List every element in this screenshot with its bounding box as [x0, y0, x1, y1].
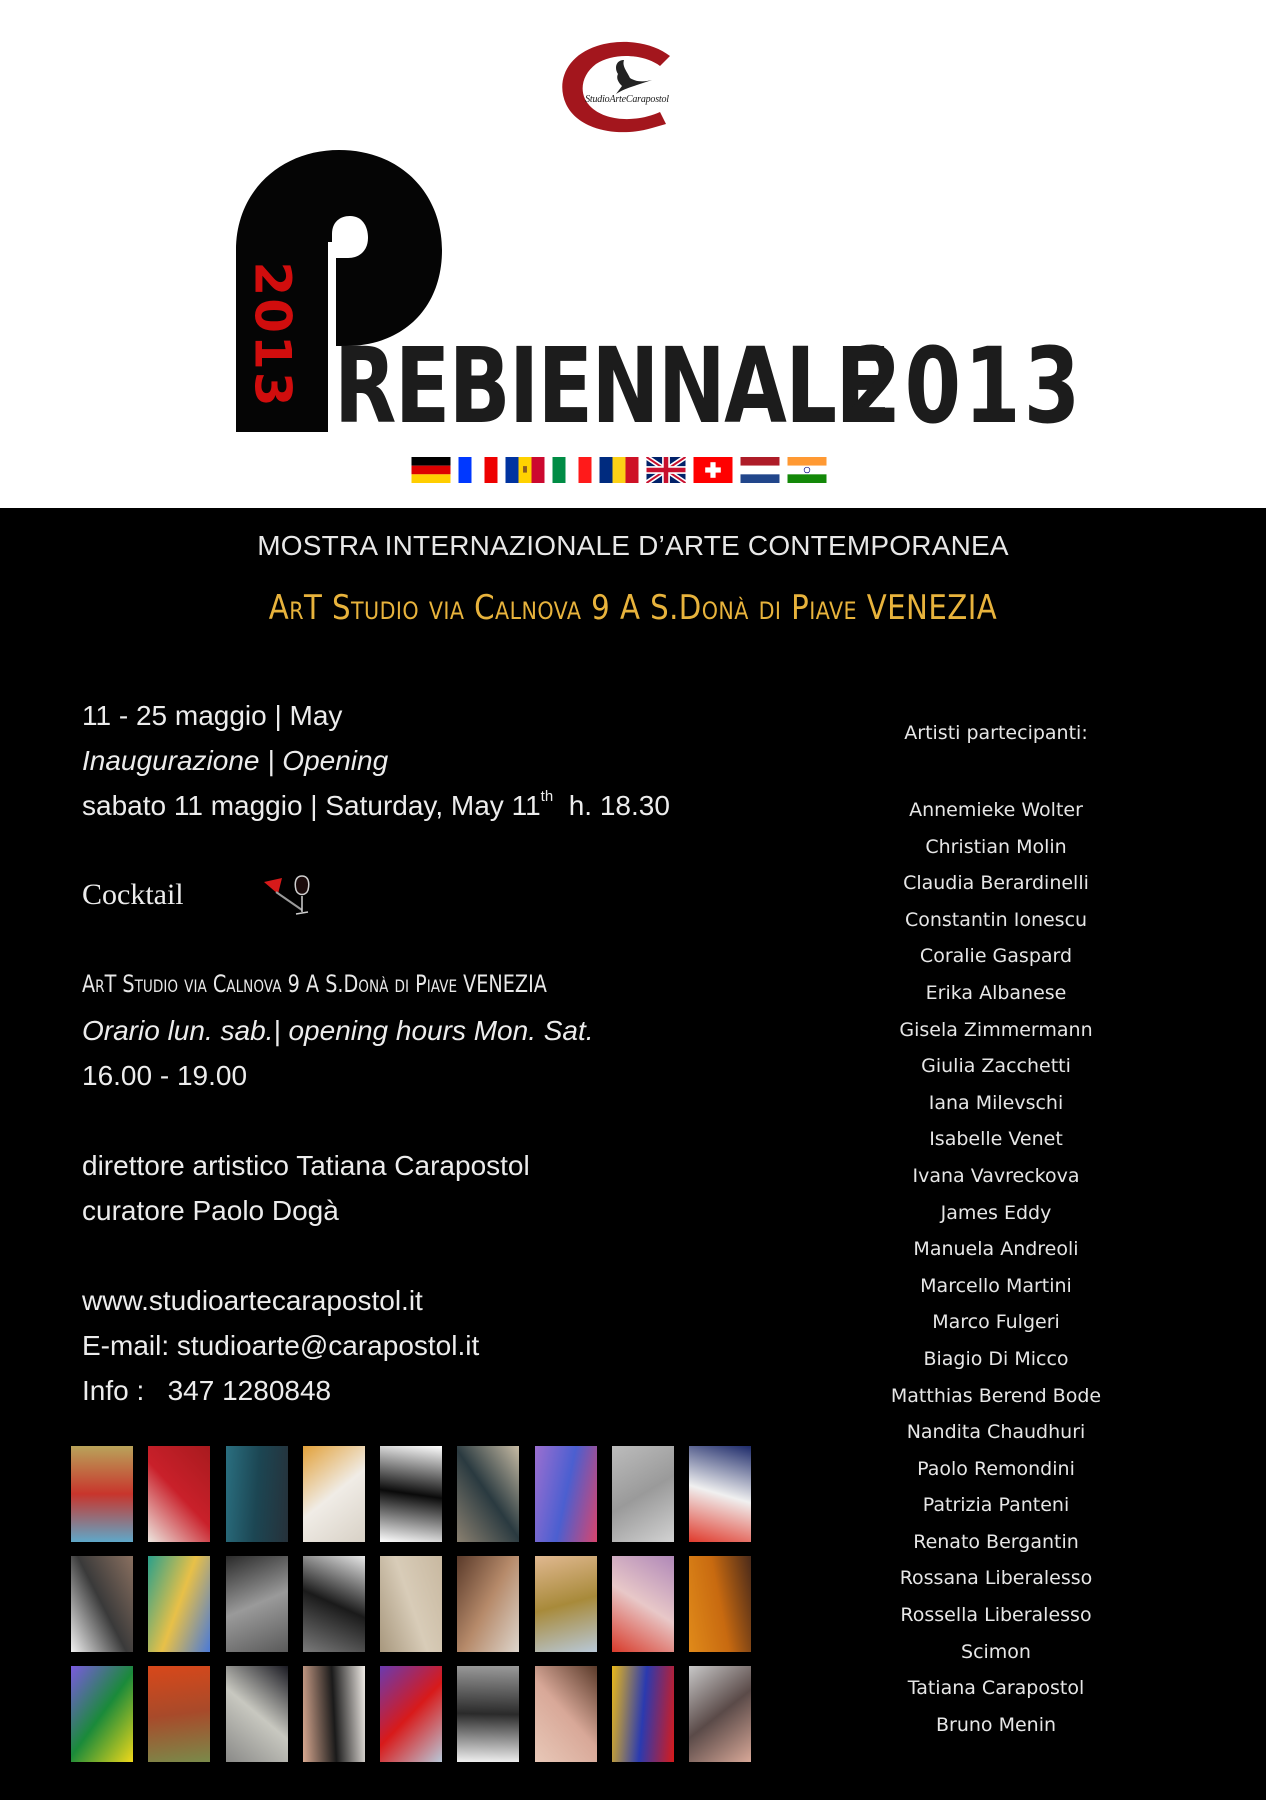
title-year: 2013: [845, 325, 1084, 447]
cocktail-label: Cocktail: [82, 878, 184, 911]
info-phone[interactable]: Info : 347 1280848: [82, 1375, 332, 1406]
artist-name: Annemieke Wolter: [909, 799, 1083, 821]
curator: curatore Paolo Dogà: [82, 1195, 339, 1226]
artwork-thumbnail-red-orange-brushwork: [148, 1666, 210, 1762]
artwork-thumbnail-dark-swirl-metal: [226, 1556, 288, 1652]
artist-name: Scimon: [961, 1640, 1031, 1663]
artwork-thumbnail-man-teal-wall: [226, 1446, 288, 1542]
artwork-thumbnail-abstract-red-blue-painting: [71, 1446, 133, 1542]
artist-name: Manuela Andreoli: [913, 1238, 1079, 1261]
exhibition-headline: MOSTRA INTERNAZIONALE D’ARTE CONTEMPORANEA: [257, 530, 1009, 561]
artist-name: Patrizia Panteni: [922, 1494, 1070, 1517]
artist-name: Isabelle Venet: [929, 1128, 1063, 1151]
artwork-thumbnail-pale-pink-figure: [535, 1666, 597, 1762]
artist-name: Biagio Di Micco: [923, 1347, 1069, 1370]
venue-address-gold: ArT Studio via Calnova 9 A S.Donà di Piave VENEZIA: [268, 588, 998, 628]
exhibition-dates: 11 - 25 maggio | May: [82, 700, 343, 731]
studio-logo[interactable]: [552, 38, 692, 140]
artwork-thumbnail-orange-eye-gold: [689, 1556, 751, 1652]
artist-name: Renato Bergantin: [913, 1530, 1079, 1553]
artwork-thumbnail-colorful-abstract-yellow: [612, 1666, 674, 1762]
artist-name: Nandita Chaudhuri: [906, 1421, 1086, 1444]
artwork-thumbnail-silver-splash-sculpture: [226, 1666, 288, 1762]
artist-name: Iana Milevschi: [928, 1091, 1064, 1114]
artist-name: Tatiana Carapostol: [907, 1677, 1085, 1700]
vertical-year: 2013: [244, 261, 303, 409]
country-flags: [411, 457, 827, 483]
artist-name: Rossana Liberalesso: [899, 1567, 1093, 1590]
artist-name: Matthias Berend Bode: [890, 1384, 1102, 1407]
artwork-thumbnail-red-figure-guards: [689, 1446, 751, 1542]
artwork-thumbnail-ink-figures-white: [71, 1556, 133, 1652]
artwork-thumbnail-bald-head-sculpture: [380, 1556, 442, 1652]
inauguration-label: Inaugurazione | Opening: [82, 745, 389, 776]
title-word: REBIENNALE: [334, 325, 890, 447]
header-white-band: [0, 0, 1266, 508]
artists-list: [868, 792, 1124, 1743]
venue-address-repeat: ArT Studio via Calnova 9 A S.Donà di Piave VENEZIA: [82, 970, 547, 998]
india-flag-icon: [787, 457, 827, 483]
artist-name: Coralie Gaspard: [919, 945, 1073, 968]
artwork-thumbnail-venetian-facade: [689, 1666, 751, 1762]
artist-name: Marcello Martini: [920, 1274, 1072, 1297]
artwork-thumbnail-red-purple-flowers: [380, 1666, 442, 1762]
artwork-thumbnail-nude-figure-red: [612, 1556, 674, 1652]
artwork-thumbnail-red-rose-letters: [148, 1446, 210, 1542]
moldova-flag-icon: [505, 457, 545, 483]
artwork-thumbnail-black-white-stripes: [380, 1446, 442, 1542]
crescent-c-logo-icon: [552, 38, 692, 140]
opening-hours-label: Orario lun. sab.| opening hours Mon. Sat.: [82, 1015, 594, 1046]
artist-name: Marco Fulgeri: [932, 1311, 1060, 1334]
artwork-thumbnail-cameo-portrait: [535, 1556, 597, 1652]
artwork-thumbnail-line-drawing-building: [457, 1666, 519, 1762]
italy-flag-icon: [552, 457, 592, 483]
cocktail-glass-icon: [262, 872, 320, 918]
opening-datetime: sabato 11 maggio | Saturday, May 11th h. 18.30: [82, 787, 670, 821]
artist-name: Giulia Zacchetti: [921, 1055, 1071, 1078]
artwork-thumbnail-white-sculpture: [303, 1446, 365, 1542]
artwork-thumbnails-grid: [71, 1446, 751, 1762]
uk-flag-icon: [646, 457, 686, 483]
artist-name: Erika Albanese: [925, 981, 1067, 1004]
artwork-thumbnail-pink-blue-abstract: [535, 1446, 597, 1542]
artist-name: Paolo Remondini: [917, 1457, 1075, 1480]
artist-name: Bruno Menin: [935, 1713, 1057, 1736]
website-link[interactable]: www.studioartecarapostol.it: [82, 1285, 423, 1316]
artistic-director: direttore artistico Tatiana Carapostol: [82, 1150, 530, 1181]
artist-name: Gisela Zimmermann: [899, 1018, 1093, 1041]
france-flag-icon: [458, 457, 498, 483]
artwork-thumbnail-kaleidoscope-architecture: [457, 1446, 519, 1542]
artist-name: Rossella Liberalesso: [900, 1604, 1092, 1627]
logo-text: StudioArteCarapostol: [585, 94, 669, 105]
artwork-thumbnail-eye-hands-colorful: [148, 1556, 210, 1652]
artwork-thumbnail-pencil-sketch-figures: [612, 1446, 674, 1542]
switzerland-flag-icon: [693, 457, 733, 483]
artwork-thumbnail-ceramic-vessel: [457, 1556, 519, 1652]
artwork-thumbnail-geometric-vases: [71, 1666, 133, 1762]
artwork-thumbnail-woman-pink-scarf: [303, 1666, 365, 1762]
artists-heading: Artisti partecipanti:: [904, 722, 1088, 744]
artist-name: Claudia Berardinelli: [903, 872, 1089, 895]
opening-hours: 16.00 - 19.00: [82, 1060, 248, 1091]
artist-name: Ivana Vavreckova: [912, 1164, 1080, 1187]
artist-name: Christian Molin: [925, 835, 1067, 858]
romania-flag-icon: [599, 457, 639, 483]
netherlands-flag-icon: [740, 457, 780, 483]
germany-flag-icon: [411, 457, 451, 483]
artist-name: Constantin Ionescu: [904, 908, 1088, 931]
email-link[interactable]: E-mail: studioarte@carapostol.it: [82, 1330, 480, 1361]
artwork-thumbnail-black-rose-spiral: [303, 1556, 365, 1652]
artist-name: James Eddy: [940, 1201, 1052, 1224]
